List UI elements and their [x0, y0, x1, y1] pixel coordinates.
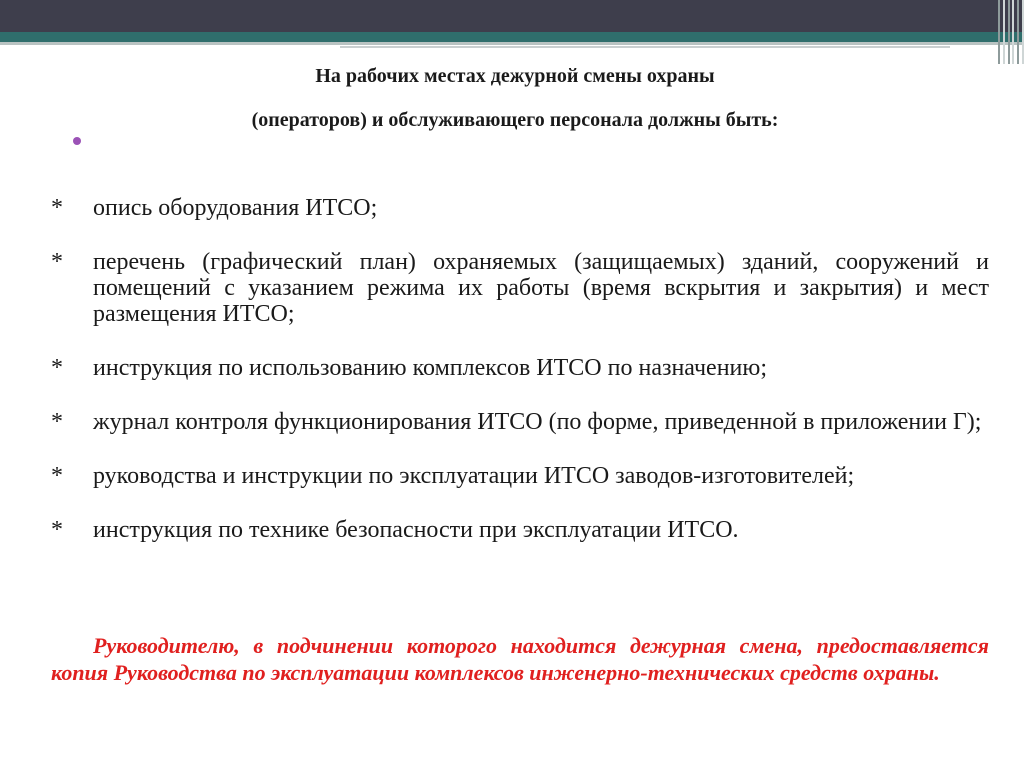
- header-band: [0, 0, 1024, 32]
- manager-note: Руководителю, в подчинении которого находится дежурная смена, предоставляется копия Руководства по эксплуатации комплексов инженерно-технических средств охраны.: [51, 633, 989, 685]
- bullet-marker: *: [51, 463, 63, 489]
- list-item: [51, 249, 989, 327]
- slide-title-line2: (операторов) и обслуживающего персонала должны быть:: [251, 109, 779, 131]
- list-item: [51, 355, 989, 381]
- bullet-marker: *: [51, 195, 63, 221]
- list-item-text: журнал контроля функционирования ИТСО (по форме, приведенной в приложении Г);: [93, 409, 982, 435]
- list-item-text: опись оборудования ИТСО;: [93, 195, 378, 221]
- bullet-marker: *: [51, 249, 63, 275]
- corner-decoration: [998, 0, 1024, 64]
- bullet-marker: *: [51, 517, 63, 543]
- list-item-text: инструкция по использованию комплексов ИТСО по назначению;: [93, 355, 767, 381]
- list-item: [51, 195, 989, 221]
- slide-title-line1: На рабочих местах дежурной смены охраны: [315, 65, 715, 87]
- list-item-text: руководства и инструкции по эксплуатации ИТСО заводов-изготовителей;: [93, 463, 855, 489]
- list-item-text: перечень (графический план) охраняемых (защищаемых) зданий, сооружений и помещений с указанием режима их работы (время вскрытия и закрытия) и мест размещения ИТСО;: [93, 249, 989, 327]
- bullet-marker: *: [51, 355, 63, 381]
- bullet-dot-icon: [73, 137, 81, 145]
- list-item: [51, 517, 989, 543]
- requirements-list: [51, 195, 989, 543]
- bullet-marker: *: [51, 409, 63, 435]
- list-item: [51, 409, 989, 435]
- accent-band: [0, 32, 1024, 42]
- list-item-text: инструкция по технике безопасности при эксплуатации ИТСО.: [93, 517, 739, 543]
- divider-line-secondary: [340, 46, 950, 48]
- divider-line: [0, 42, 1024, 45]
- list-item: [51, 463, 989, 489]
